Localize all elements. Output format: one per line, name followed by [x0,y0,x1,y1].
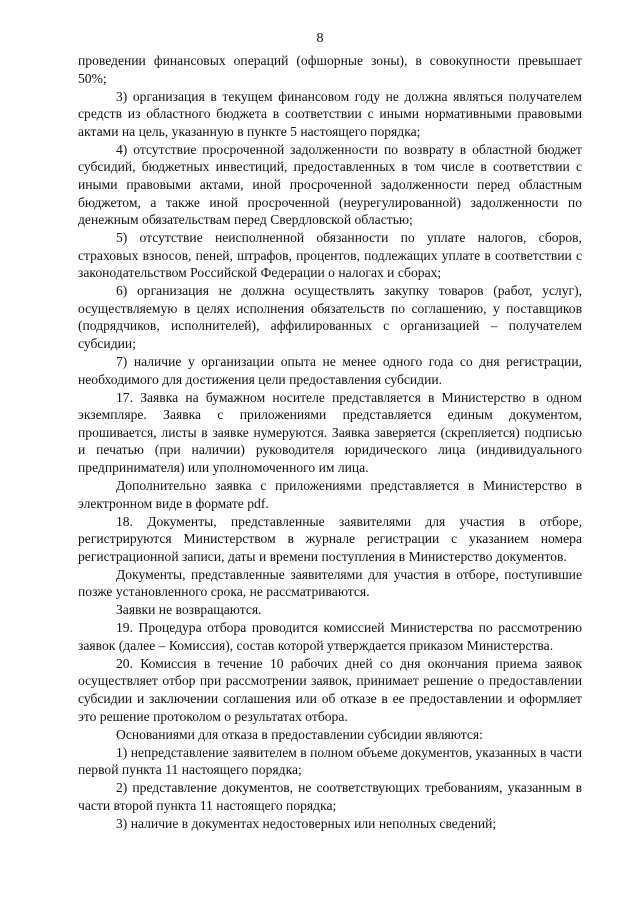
paragraph: 17. Заявка на бумажном носителе представляется в Министерство в одном экземпляре. Заявка с приложениями представляется единым документом, прошивается, листы в заявке нумеруются. Заявка заверяется (скрепляется) подписью и печатью (при наличии) руководителя юридического лица (индивидуального предпринимателя) или уполномоченного им лица. [78,389,582,475]
paragraph: 19. Процедура отбора проводится комиссией Министерства по рассмотрению заявок (далее – Комиссия), состав которой утверждается приказом Министерства. [78,620,582,653]
paragraph: 2) представление документов, не соответствующих требованиям, указанным в части второй пункта 11 настоящего порядка; [78,780,582,813]
paragraph: 7) наличие у организации опыта не менее одного года со дня регистрации, необходимого для достижения цели предоставления субсидии. [78,354,582,387]
paragraph: проведении финансовых операций (офшорные зоны), в совокупности превышает 50%; [78,53,582,86]
paragraph: 5) отсутствие неисполненной обязанности по уплате налогов, сборов, страховых взносов, пеней, штрафов, процентов, подлежащих уплате в соответствии с законодательством Российской Федерации о налогах и сборах; [78,230,582,281]
paragraph: 3) организация в текущем финансовом году не должна являться получателем средств из областного бюджета в соответствии с иными нормативными правовыми актами на цель, указанную в пункте 5 настоящего порядка; [78,88,582,139]
paragraph: 3) наличие в документах недостоверных или неполных сведений; [116,815,497,831]
paragraph: 20. Комиссия в течение 10 рабочих дней со дня окончания приема заявок осуществляет отбор при рассмотрении заявок, принимает решение о предоставлении субсидии и заключении соглашения или об отказе в ее предоставлении и оформляет это решение протоколом о результатах отбора. [78,655,582,724]
paragraph: Основаниями для отказа в предоставлении субсидии являются: [116,726,483,742]
paragraph: 6) организация не должна осуществлять закупку товаров (работ, услуг), осуществляемую в целях исполнения обязательств по соглашению, у поставщиков (подрядчиков, исполнителей), аффилированных с организацией – получателем субсидии; [78,283,582,352]
paragraph: 1) непредставление заявителем в полном объеме документов, указанных в части первой пункта 11 настоящего порядка; [78,744,582,778]
paragraph: 18. Документы, представленные заявителями для участия в отборе, регистрируются Министерством в журнале регистрации с указанием номера регистрационной записи, даты и времени поступления в Министерство документов. [78,513,582,564]
paragraph: Заявки не возвращаются. [116,602,262,618]
paragraph: Дополнительно заявка с приложениями представляется в Министерство в электронном виде в формате pdf. [78,477,582,511]
paragraph: Документы, представленные заявителями для участия в отборе, поступившие позже установленного срока, не рассматриваются. [78,566,582,600]
document-body [78,52,582,833]
page-number: 8 [316,31,324,46]
paragraph: 4) отсутствие просроченной задолженности по возврату в областной бюджет субсидий, бюджетных инвестиций, предоставленных в том числе в соответствии с иными правовыми актами, иной просроченной задолженности перед областным бюджетом, а также иной просроченной (неурегулированной) задолженности по денежным обязательствам перед Свердловской областью; [78,141,582,228]
